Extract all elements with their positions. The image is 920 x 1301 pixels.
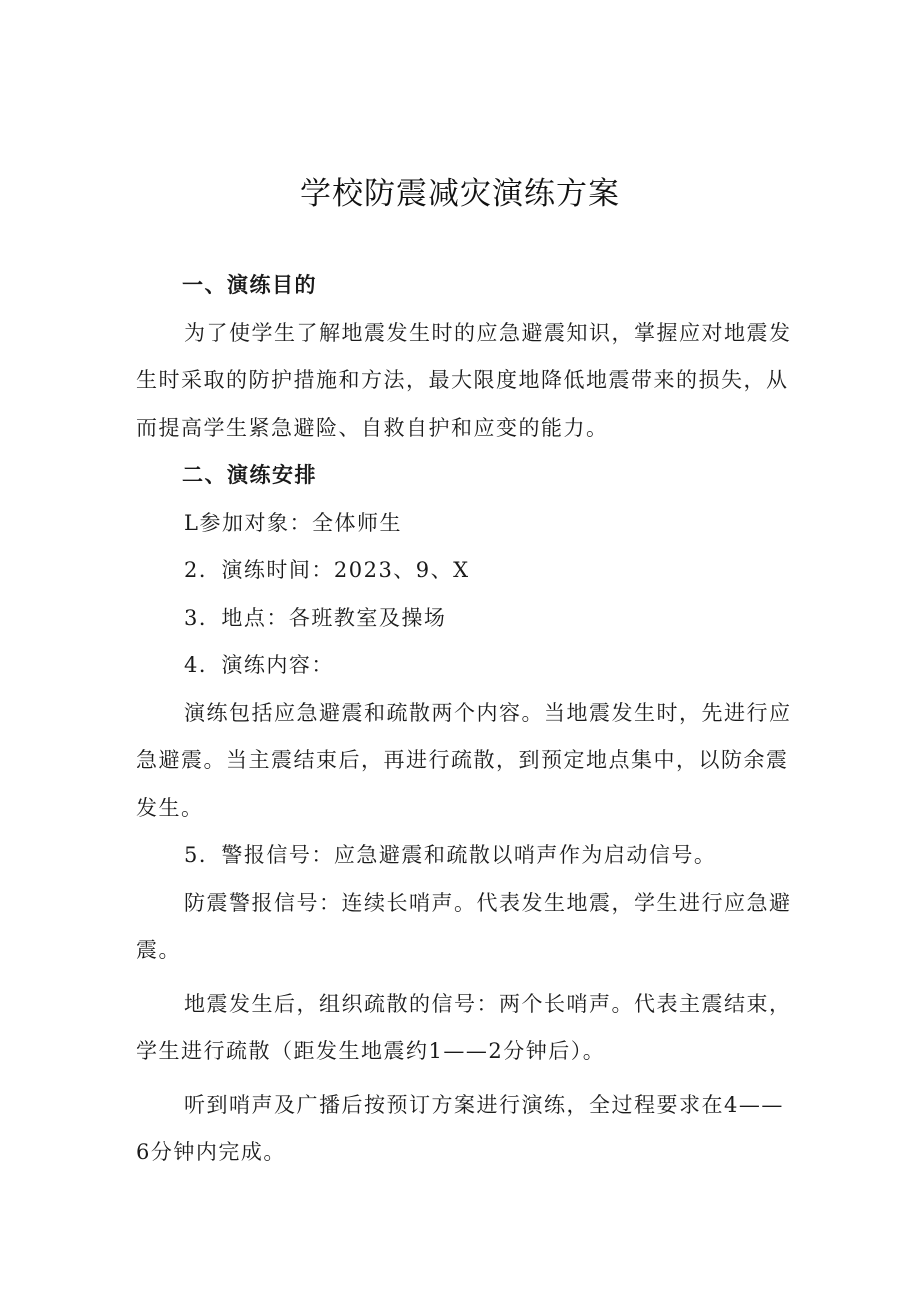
arrangement-item-participants: L参加对象：全体师生 bbox=[184, 510, 402, 535]
evacuation-signal-paragraph: 地震发生后，组织疏散的信号：两个长哨声。代表主震结束，学生进行疏散（距发生地震约1——2分钟后）。 bbox=[136, 991, 792, 1063]
document-body bbox=[136, 262, 796, 1177]
drill-procedure-paragraph: 听到哨声及广播后按预订方案进行演练，全过程要求在4——6分钟内完成。 bbox=[136, 1092, 784, 1164]
section-heading-arrangement: 二、演练安排 bbox=[182, 463, 317, 487]
document-title: 学校防震减灾演练方案 bbox=[300, 176, 620, 212]
drill-content-paragraph: 演练包括应急避震和疏散两个内容。当地震发生时，先进行应急避震。当主震结束后，再进行疏散，到预定地点集中，以防余震发生。 bbox=[136, 700, 792, 820]
arrangement-item-location: 3．地点：各班教室及操场 bbox=[184, 605, 447, 630]
alarm-signal-paragraph: 5．警报信号：应急避震和疏散以哨声作为启动信号。 bbox=[184, 843, 717, 867]
earthquake-alarm-paragraph: 防震警报信号：连续长哨声。代表发生地震，学生进行应急避震。 bbox=[136, 890, 792, 962]
arrangement-item-content: 4．演练内容： bbox=[184, 653, 334, 677]
section-heading-purpose: 一、演练目的 bbox=[182, 273, 317, 297]
arrangement-item-time: 2．演练时间：2023、9、X bbox=[184, 558, 470, 582]
purpose-paragraph: 为了使学生了解地震发生时的应急避震知识，掌握应对地震发生时采取的防护措施和方法，最大限度地降低地震带来的损失，从而提高学生紧急避险、自救自护和应变的能力。 bbox=[136, 320, 792, 440]
